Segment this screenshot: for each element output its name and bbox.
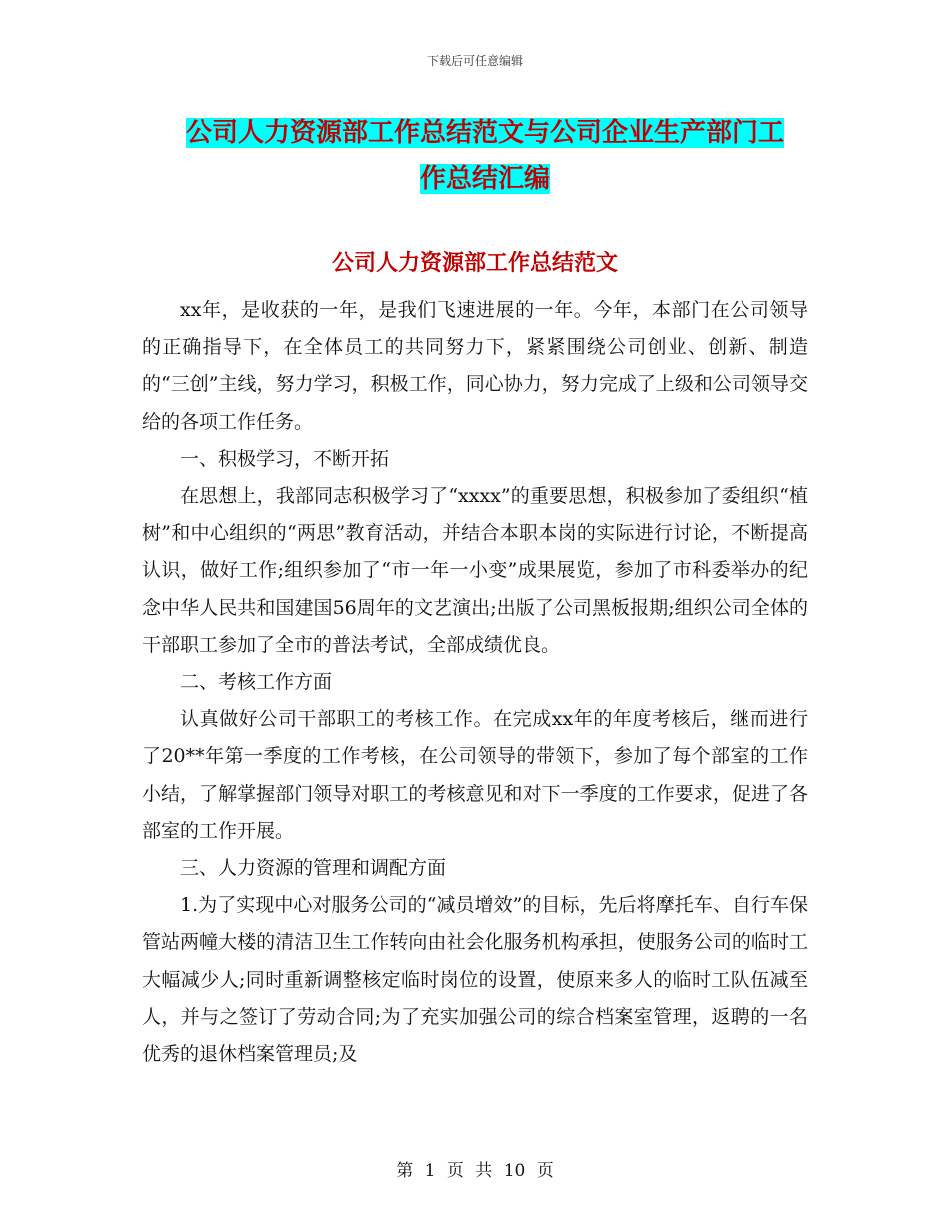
document-title-line-1: 公司人力资源部工作总结范文与公司企业生产部门工 [185, 118, 784, 148]
paragraph: 认真做好公司干部职工的考核工作。在完成xx年的年度考核后，继而进行了20**年第一季度的工作考核，在公司领导的带领下，参加了每个部室的工作小结，了解掌握部门领导对职工的考核意见和对下一季度的工作要求，促进了各部室的工作开展。 [142, 708, 808, 842]
paragraph: xx年，是收获的一年，是我们飞速进展的一年。今年，本部门在公司领导的正确指导下，在全体员工的共同努力下，紧紧围绕公司创业、创新、制造的“三创”主线，努力学习，积极工作，同心协力，努力完成了上级和公司领导交给的各项工作任务。 [142, 299, 808, 433]
header-note: 下载后可任意编辑 [426, 54, 523, 68]
document-title [140, 110, 830, 202]
document-title-line-2: 作总结汇编 [419, 164, 550, 194]
body-text [142, 292, 808, 1073]
page-number: 第 1 页 共 10 页 [396, 1161, 554, 1181]
paragraph: 1.为了实现中心对服务公司的“减员增效”的目标，先后将摩托车、自行车保管站两幢大楼的清洁卫生工作转向由社会化服务机构承担，使服务公司的临时工大幅减少人;同时重新调整核定临时岗位的设置，使原来多人的临时工队伍减至人，并与之签订了劳动合同;为了充实加强公司的综合档案室管理，返聘的一名优秀的退休档案管理员;及 [142, 894, 808, 1066]
heading-1: 一、积极学习，不断开拓 [180, 447, 390, 470]
heading-2: 二、考核工作方面 [180, 671, 333, 694]
heading-3: 三、人力资源的管理和调配方面 [180, 857, 447, 880]
section-title: 公司人力资源部工作总结范文 [331, 251, 618, 276]
paragraph: 在思想上，我部同志积极学习了“xxxx”的重要思想，积极参加了委组织“植树”和中心组织的“两思”教育活动，并结合本职本岗的实际进行讨论，不断提高认识，做好工作;组织参加了“市一年一小变”成果展览，参加了市科委举办的纪念中华人民共和国建国56周年的文艺演出;出版了公司黑板报期;组织公司全体的干部职工参加了全市的普法考试，全部成绩优良。 [142, 485, 808, 656]
